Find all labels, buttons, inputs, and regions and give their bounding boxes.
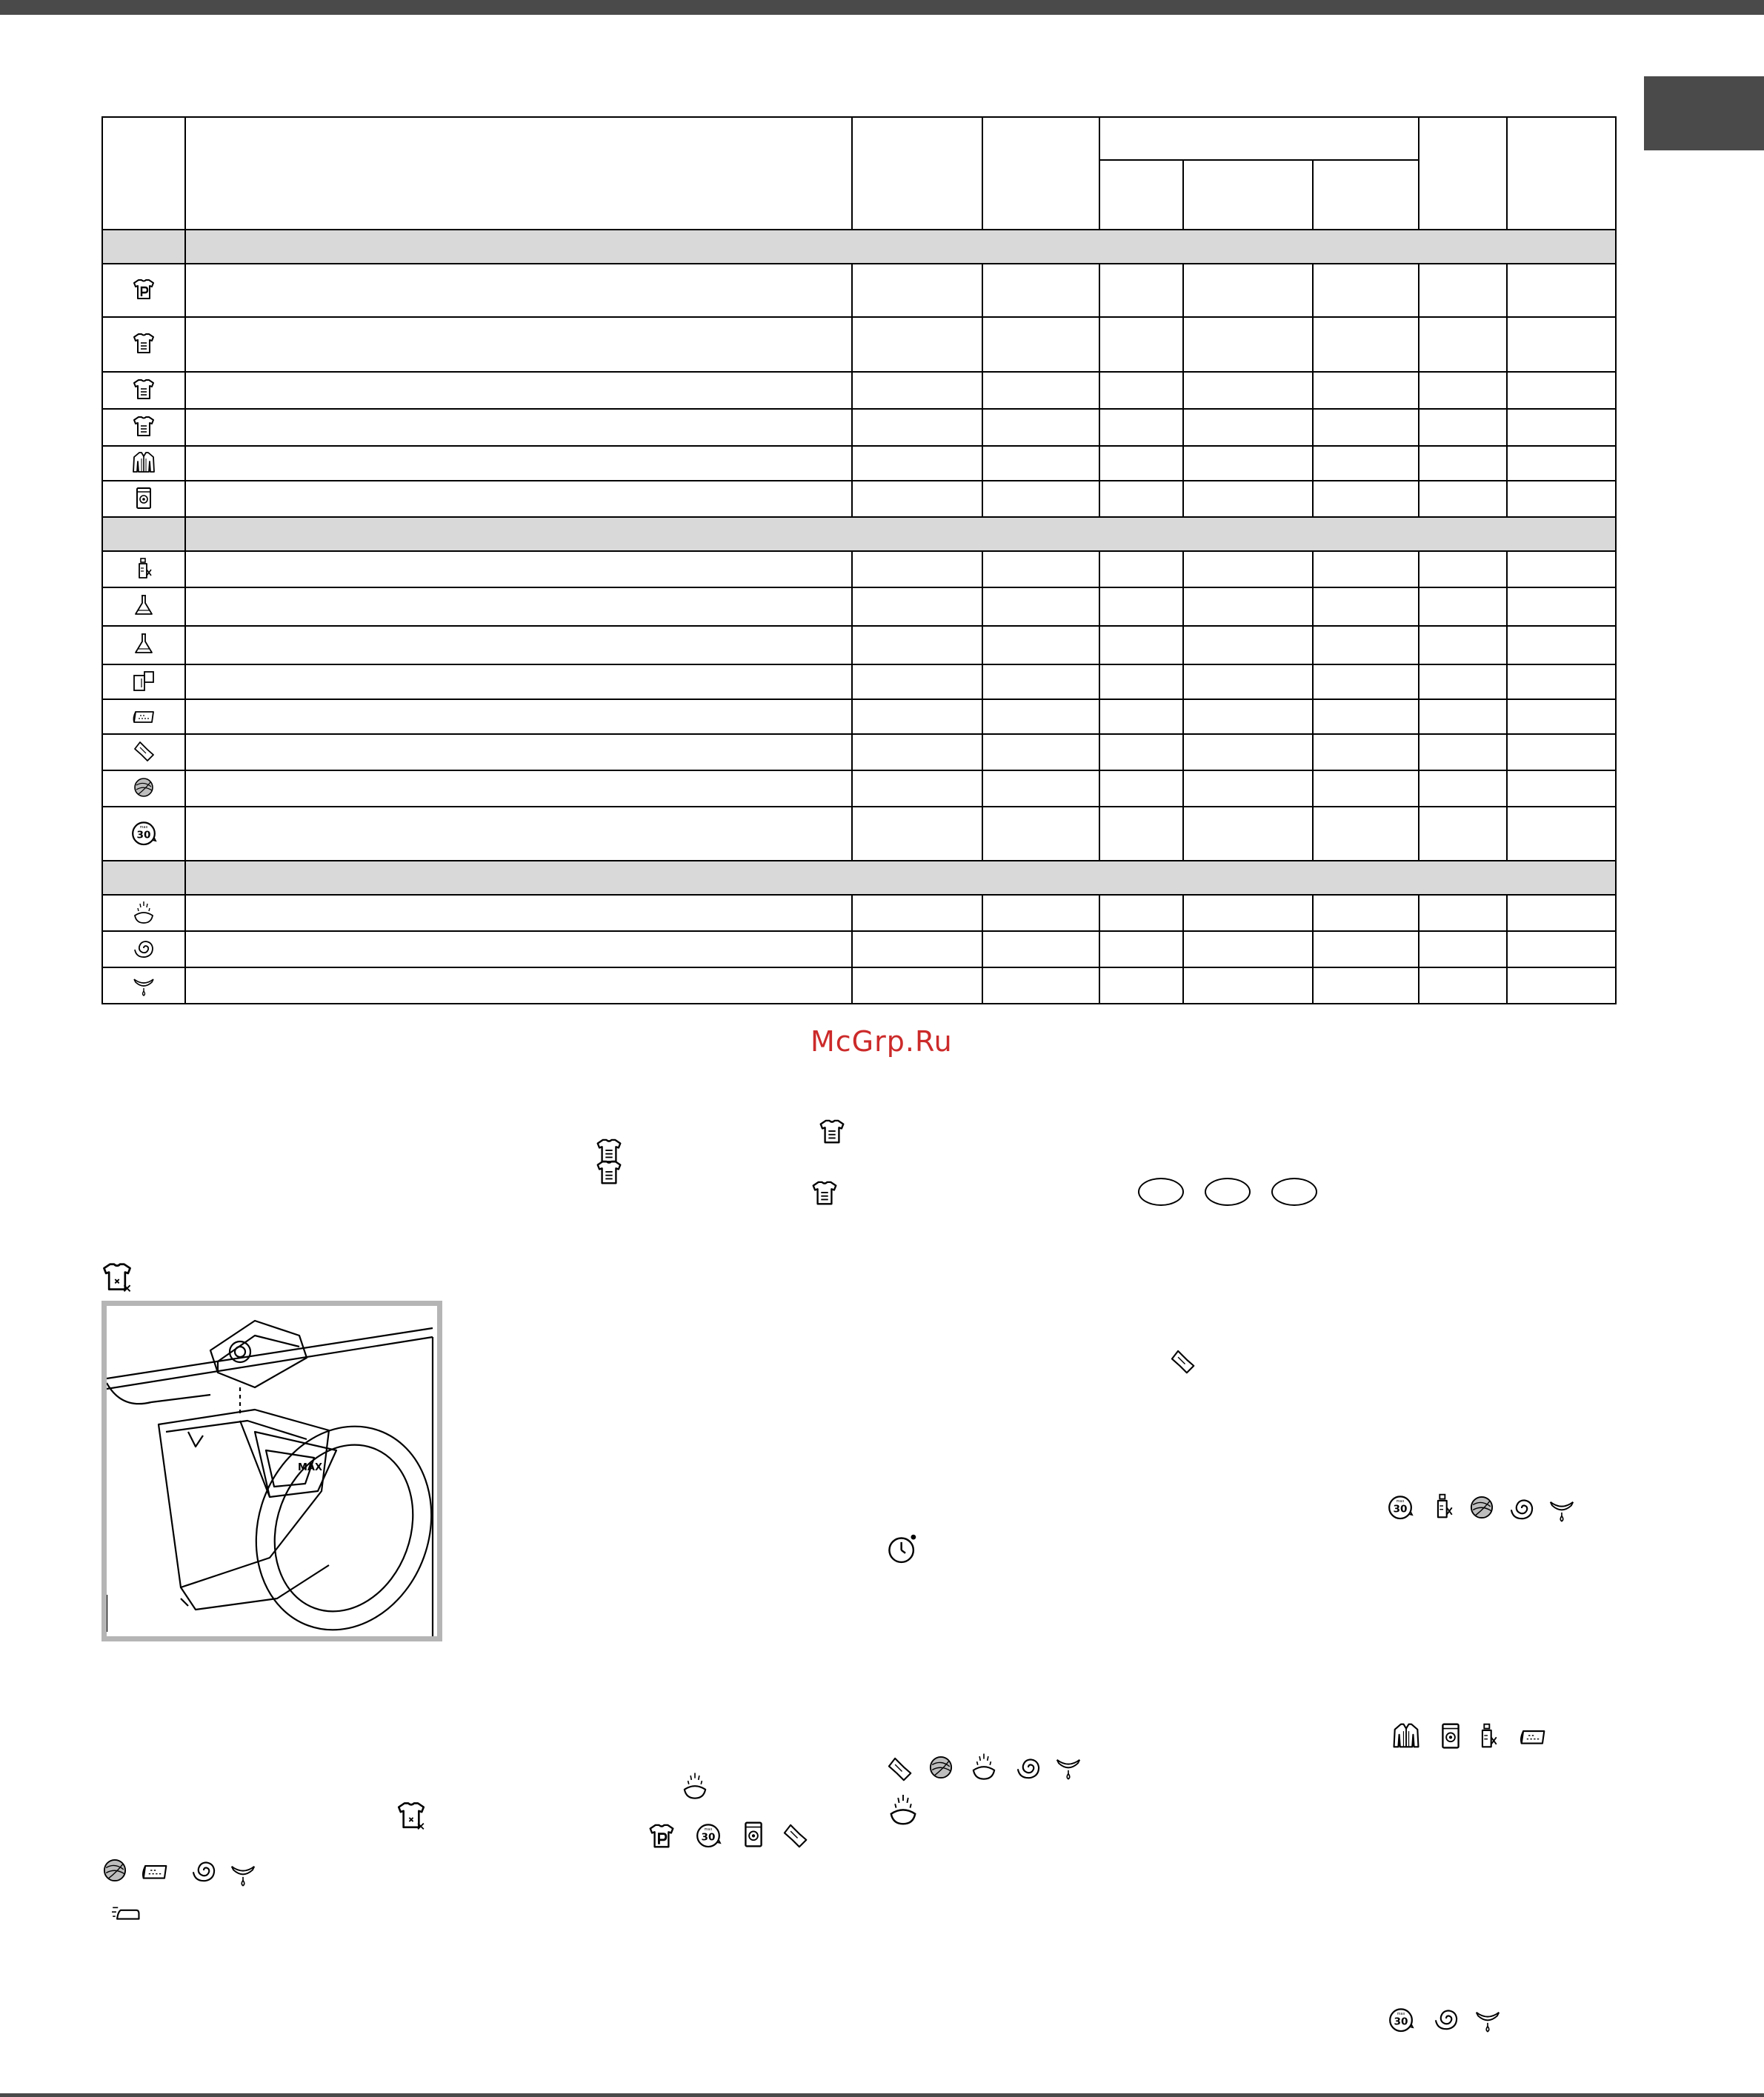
table-section-row (102, 230, 1616, 264)
silk-icon (131, 739, 156, 764)
outline-oval (1205, 1178, 1251, 1206)
shirt-stain-icon (395, 1798, 427, 1831)
delay-timer-icon (885, 1531, 919, 1565)
drain-icon (1547, 1493, 1577, 1523)
table-row (102, 931, 1616, 967)
towel-icon (138, 1856, 172, 1885)
baby-bottle-icon (131, 556, 156, 581)
drain-icon (131, 972, 156, 997)
header-subcell (1313, 160, 1419, 230)
silk-icon (1168, 1347, 1197, 1376)
baby-bottle-icon (1428, 1491, 1458, 1521)
shirt-p-icon (131, 276, 156, 301)
table-row (102, 551, 1616, 587)
spiral-spin-icon (131, 936, 156, 961)
table-row (102, 807, 1616, 861)
timer-30-icon (1385, 2004, 1417, 2035)
table-section-row (102, 517, 1616, 551)
spiral-spin-icon (1014, 1753, 1043, 1782)
shirt-icon (810, 1178, 839, 1207)
flask-icon (131, 593, 156, 618)
table-row (102, 317, 1616, 372)
header-cell (1507, 117, 1616, 230)
cabinet-icon (131, 668, 156, 693)
table-row (102, 664, 1616, 699)
outline-oval (1138, 1178, 1184, 1206)
appliance-icon (739, 1819, 768, 1849)
header-subcell (1099, 160, 1183, 230)
baby-bottle-icon (1473, 1721, 1502, 1750)
rinse-drops-icon (886, 1792, 920, 1826)
table-row (102, 409, 1616, 446)
wool-icon (926, 1753, 956, 1782)
jacket-icon (131, 450, 156, 475)
rinse-drops-icon (969, 1751, 999, 1781)
table-row (102, 895, 1616, 931)
header-group-cell (1099, 117, 1419, 160)
flask-icon (131, 631, 156, 656)
table-row (102, 446, 1616, 481)
appliance-icon (1436, 1721, 1465, 1750)
table-row (102, 626, 1616, 664)
shirt-icon (817, 1116, 847, 1146)
header-cell (102, 117, 185, 230)
spiral-spin-icon (1431, 2004, 1461, 2033)
spiral-spin-icon (1507, 1493, 1537, 1523)
bottom-rule (0, 2093, 1764, 2097)
programme-table (101, 116, 1617, 1004)
silk-icon (885, 1754, 914, 1784)
header-cell (1419, 117, 1507, 230)
header-subcell (1183, 160, 1313, 230)
table-row (102, 770, 1616, 807)
drain-icon (1473, 2004, 1502, 2033)
header-cell (185, 117, 852, 230)
figure-max-label: MAX (298, 1462, 323, 1473)
drain-icon (1054, 1751, 1083, 1781)
shirt-p-icon (647, 1821, 676, 1850)
rinse-drops-icon (131, 899, 156, 924)
watermark-text: McGrp.Ru (811, 1025, 953, 1058)
wool-icon (1467, 1493, 1497, 1522)
spiral-spin-icon (189, 1856, 219, 1885)
silk-icon (780, 1821, 810, 1850)
table-row (102, 734, 1616, 770)
timer-30-icon (128, 817, 159, 848)
shirt-icon (131, 330, 156, 356)
iron-icon (100, 1896, 153, 1926)
top-bar (0, 0, 1764, 15)
dispenser-figure (101, 1301, 442, 1641)
table-row (102, 481, 1616, 517)
table-row (102, 264, 1616, 317)
table-row (102, 699, 1616, 734)
shirt-icon (131, 413, 156, 439)
header-cell (982, 117, 1099, 230)
table-section-row (102, 861, 1616, 895)
drain-icon (228, 1858, 258, 1887)
detergent-dispenser-drawer-illustration (107, 1306, 437, 1636)
wool-icon (100, 1856, 130, 1885)
timer-30-icon (693, 1819, 724, 1850)
header-cell (852, 117, 982, 230)
towel-icon (1516, 1721, 1550, 1750)
table-row (102, 967, 1616, 1004)
jacket-icon (1391, 1721, 1421, 1750)
rinse-drops-icon (680, 1770, 710, 1800)
shirt-stain-icon (100, 1259, 134, 1293)
timer-30-icon (1385, 1491, 1416, 1522)
language-tab (1644, 76, 1764, 150)
appliance-icon (131, 485, 156, 510)
wool-icon (131, 775, 156, 800)
shirt-icon (594, 1157, 624, 1187)
towel-icon (131, 703, 156, 728)
table-header-row (102, 117, 1616, 160)
outline-oval (1271, 1178, 1317, 1206)
shirt-icon (131, 376, 156, 401)
table-row (102, 372, 1616, 409)
table-row (102, 587, 1616, 626)
